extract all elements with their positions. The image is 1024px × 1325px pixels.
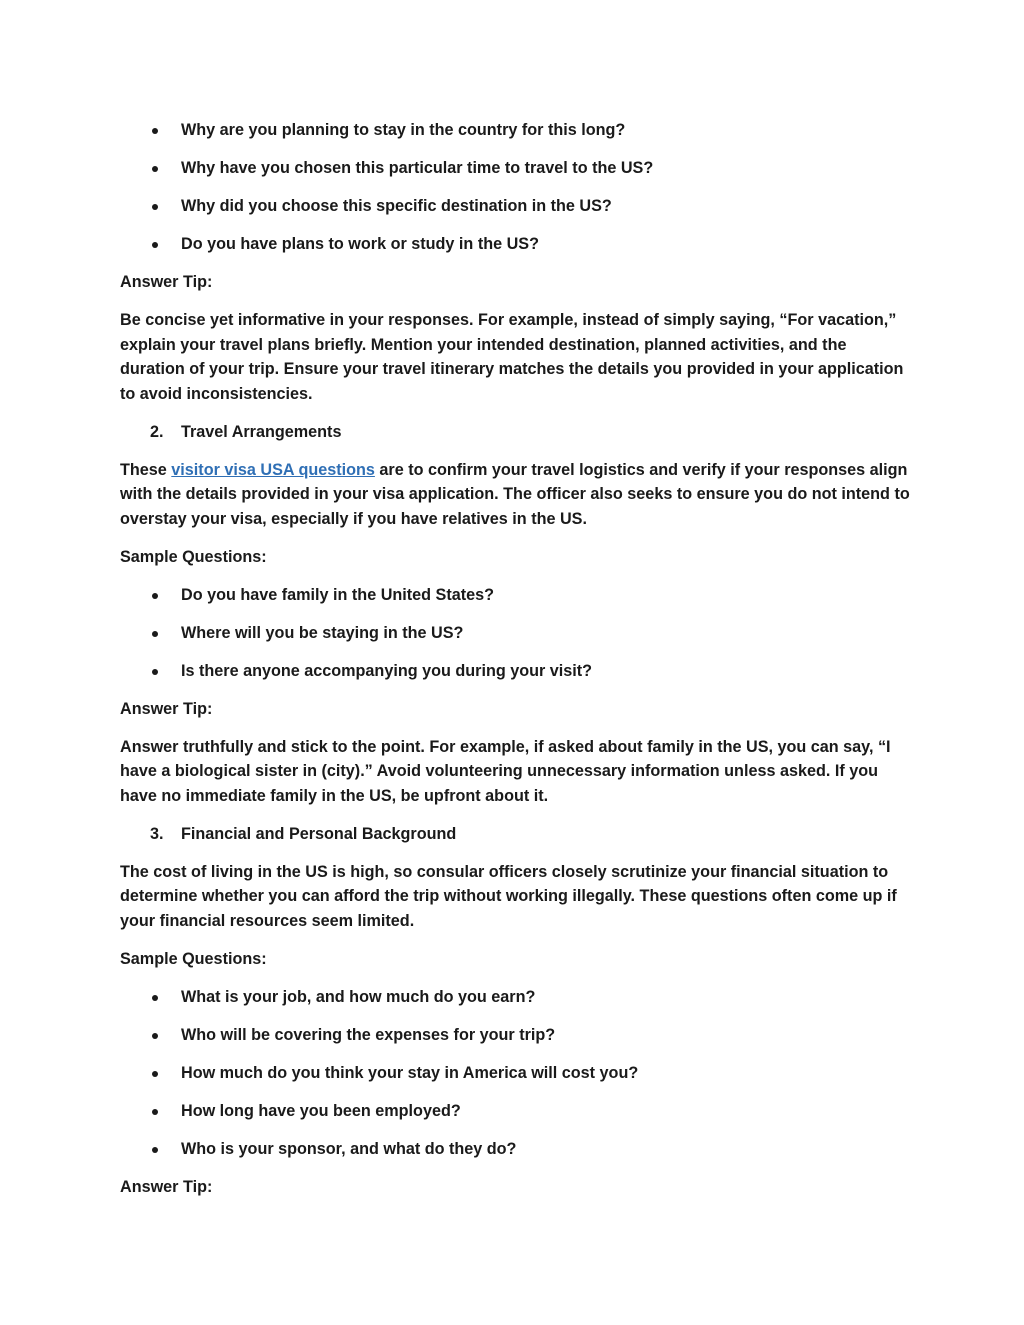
section-heading-financial-background [120, 822, 910, 847]
list-item: Who is your sponsor, and what do they do? [120, 1137, 910, 1162]
document-page [120, 118, 910, 1213]
list-item: Why have you chosen this particular time to travel to the US? [120, 156, 910, 181]
bullet-icon [152, 1071, 158, 1077]
answer-tip-heading: Answer Tip: [120, 1177, 213, 1196]
visitor-visa-questions-link[interactable]: visitor visa USA questions [171, 460, 375, 479]
list-item: How long have you been employed? [120, 1099, 910, 1124]
bullet-icon [152, 669, 158, 675]
sample-questions-heading: Sample Questions: [120, 949, 267, 968]
list-item: Do you have family in the United States? [120, 583, 910, 608]
section-intro-paragraph: The cost of living in the US is high, so consular officers closely scrutinize your financial situation to determine whether you can afford the trip without working illegally. These questions often come up if your financial resources seem limited. [120, 862, 897, 930]
list-item: What is your job, and how much do you earn? [120, 985, 910, 1010]
section-number: 3. [150, 824, 164, 843]
bullet-list-travel-questions [120, 583, 910, 684]
bullet-icon [152, 242, 158, 248]
bullet-icon [152, 1109, 158, 1115]
answer-tip-heading: Answer Tip: [120, 699, 213, 718]
bullet-icon [152, 166, 158, 172]
bullet-icon [152, 1033, 158, 1039]
list-item: How much do you think your stay in America will cost you? [120, 1061, 910, 1086]
section-intro-paragraph: These visitor visa USA questions are to confirm your travel logistics and verify if your responses align with the details provided in your visa application. The officer also seeks to ensure you do not intend to overstay your visa, especially if you have relatives in the US. [120, 460, 910, 528]
bullet-icon [152, 995, 158, 1001]
list-item: Where will you be staying in the US? [120, 621, 910, 646]
bullet-list-duration-questions [120, 118, 910, 257]
list-item: Why are you planning to stay in the country for this long? [120, 118, 910, 143]
bullet-icon [152, 593, 158, 599]
bullet-icon [152, 128, 158, 134]
section-title: Financial and Personal Background [181, 824, 457, 843]
section-heading-travel-arrangements [120, 420, 910, 445]
answer-tip-heading: Answer Tip: [120, 273, 213, 291]
section-title: Travel Arrangements [181, 422, 342, 441]
answer-tip-body: Be concise yet informative in your responses. For example, instead of simply saying, “For vacation,” explain your travel plans briefly. Mention your intended destination, planned activities, and the duration of your trip. Ensure your travel itinerary matches the details you provided in your application to avoid inconsistencies. [120, 311, 904, 403]
bullet-icon [152, 204, 158, 210]
answer-tip-body: Answer truthfully and stick to the point. For example, if asked about family in the US, you can say, “I have a biological sister in (city).” Avoid volunteering unnecessary information unless asked. If you have no immediate family in the US, be upfront about it. [120, 737, 891, 805]
bullet-icon [152, 1147, 158, 1153]
bullet-list-financial-questions [120, 985, 910, 1162]
list-item: Is there anyone accompanying you during your visit? [120, 659, 910, 684]
list-item: Why did you choose this specific destination in the US? [120, 194, 910, 219]
sample-questions-heading: Sample Questions: [120, 547, 267, 566]
list-item: Who will be covering the expenses for your trip? [120, 1023, 910, 1048]
list-item: Do you have plans to work or study in the US? [120, 232, 910, 257]
section-number: 2. [150, 422, 164, 441]
bullet-icon [152, 631, 158, 637]
